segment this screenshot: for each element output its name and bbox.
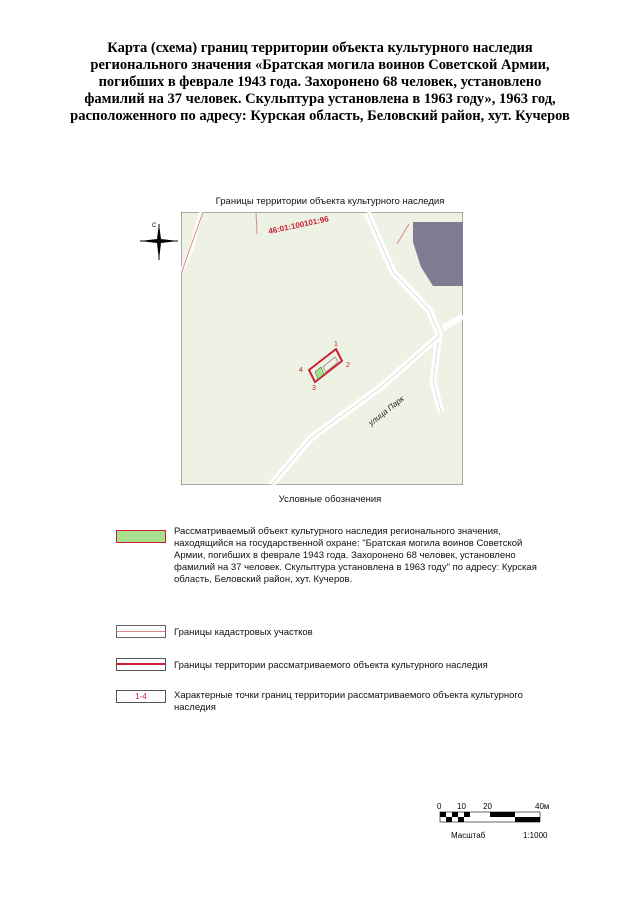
legend-label-object: Рассматриваемый объект культурного наследия регионального значения, находящийся на государственной охране: "Братская могила воинов Советской Армии, погибших в феврале 1943 года. Захоронено 68 человек, установлено фамилий на 37 человек. Скульптура установлена в 1963 году" по адресу: Курская область, Беловский район, хут. Кучеров. — [174, 526, 537, 585]
scale-bar — [435, 800, 565, 850]
scale-label: Масштаб — [451, 831, 486, 840]
scale-tick-10: 10 — [457, 802, 466, 811]
north-label: С — [152, 223, 157, 229]
point-3: 3 — [312, 385, 316, 392]
site-map — [181, 212, 463, 485]
cadastral-number: 46:01:100101:96 — [267, 214, 330, 236]
north-arrow-icon — [138, 220, 180, 262]
scale-tick-0: 0 — [437, 802, 442, 811]
scale-tick-40: 40м — [535, 802, 550, 811]
scale-ratio: 1:1000 — [523, 831, 548, 840]
legend-label-points: Характерные точки границ территории рассматриваемого объекта культурного наследия — [174, 690, 523, 713]
legend-swatch-object — [116, 530, 166, 543]
legend-heading: Условные обозначения — [278, 494, 382, 505]
legend-label-cadastral: Границы кадастровых участков — [174, 627, 313, 638]
point-4: 4 — [299, 367, 303, 374]
point-2: 2 — [346, 362, 350, 369]
legend-swatch-boundary — [116, 658, 166, 671]
scale-tick-20: 20 — [483, 802, 492, 811]
point-1: 1 — [334, 341, 338, 348]
map-heading: Границы территории объекта культурного наследия — [215, 196, 445, 207]
legend-label-boundary: Границы территории рассматриваемого объекта культурного наследия — [174, 660, 488, 671]
map-title: Карта (схема) границ территории объекта культурного наследия регионального значения «Братская могила воинов Советской Армии, погибших в феврале 1943 года. Захоронено 68 человек, установлено фамилий на 37 человек. Скульптура установлена в 1963 году», 1963 год, расположенного по адресу: Курская область, Беловский район, хут. Кучеров — [70, 40, 570, 124]
street-label: улица Парк — [366, 394, 406, 428]
legend-swatch-cadastral — [116, 625, 166, 638]
legend-swatch-points: 1-4 — [116, 690, 166, 703]
